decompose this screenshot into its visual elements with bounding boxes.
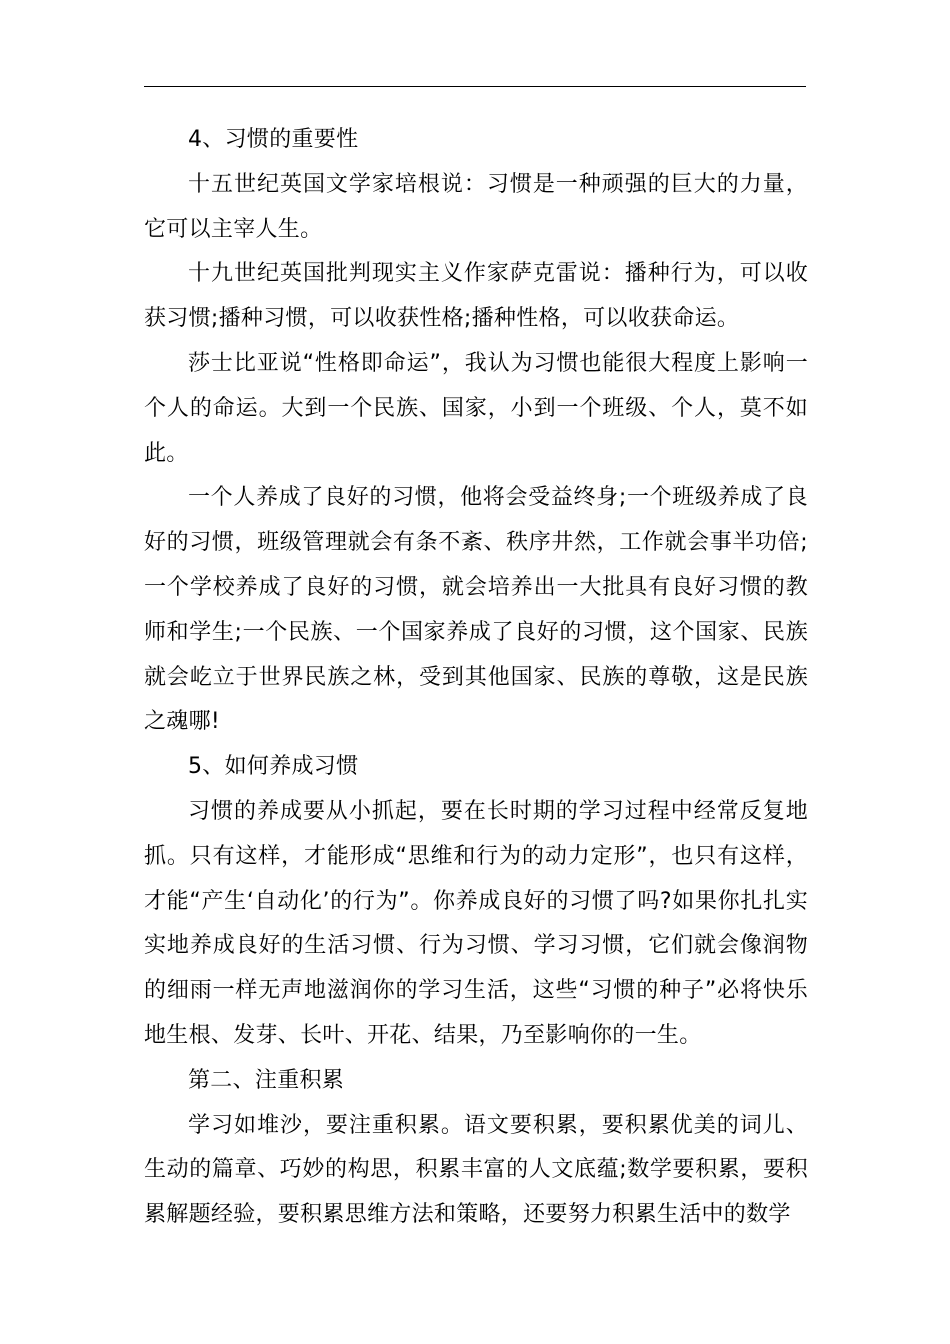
paragraph-accumulation: 学习如堆沙，要注重积累。语文要积累，要积累优美的词儿、生动的篇章、巧妙的构思，积累丰富的人文底蕴;数学要积累，要积累解题经验，要积累思维方法和策略，还要努力积累生活中的数学: [144, 1112, 808, 1228]
paragraph-bacon-quote: 十五世纪英国文学家培根说：习惯是一种顽强的巨大的力量，它可以主宰人生。: [144, 171, 808, 242]
paragraph-shakespeare-quote: 莎士比亚说“性格即命运”，我认为习惯也能很大程度上影响一个人的命运。大到一个民族、国家，小到一个班级、个人，莫不如此。: [144, 350, 808, 466]
paragraph-forming-habits: 习惯的养成要从小抓起，要在长时期的学习过程中经常反复地抓。只有这样，才能形成“思维和行为的动力定形”，也只有这样，才能“产生‘自动化’的行为”。你养成良好的习惯了吗?如果你扎扎实实地养成良好的生活习惯、行为习惯、学习习惯，它们就会像润物的细雨一样无声地滋润你的学习生活，这些“习惯的种子”必将快乐地生根、发芽、长叶、开花、结果，乃至影响你的一生。: [144, 798, 808, 1048]
section-heading-habit-importance: 4、习惯的重要性: [188, 127, 359, 152]
section-heading-forming-habits: 5、如何养成习惯: [188, 754, 359, 780]
header-rule: [144, 86, 806, 87]
paragraph-good-habits: 一个人养成了良好的习惯，他将会受益终身;一个班级养成了良好的习惯，班级管理就会有条不紊、秩序井然，工作就会事半功倍;一个学校养成了良好的习惯，就会培养出一大批具有良好习惯的教师和学生;一个民族、一个国家养成了良好的习惯，这个国家、民族就会屹立于世界民族之林，受到其他国家、民族的尊敬，这是民族之魂哪!: [144, 485, 808, 735]
paragraph-thackeray-quote: 十九世纪英国批判现实主义作家萨克雷说：播种行为，可以收获习惯;播种习惯，可以收获性格;播种性格，可以收获命运。: [144, 261, 808, 332]
section-heading-accumulation: 第二、注重积累: [188, 1067, 345, 1093]
document-body: [144, 118, 808, 1238]
